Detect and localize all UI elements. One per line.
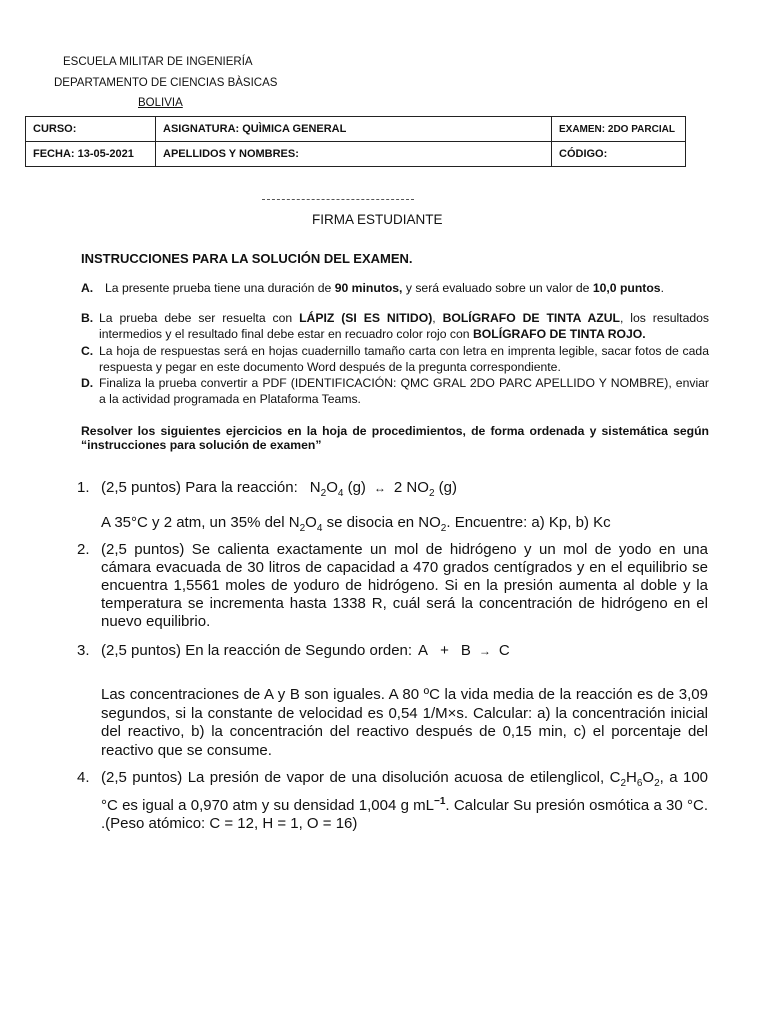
item-text: Finaliza la prueba convertir a PDF (IDENTIFICACIÓN: QMC GRAL 2DO PARC APELLIDO Y NOMBRE), enviar a la actividad programada en Plataforma Teams. — [99, 376, 709, 406]
question-number: 4. — [77, 769, 90, 786]
country-name: BOLIVIA — [138, 97, 183, 109]
table-row — [26, 142, 686, 167]
question-2 — [77, 541, 708, 631]
item-text: La prueba debe ser resuelta con LÁPIZ (SI ES NITIDO), BOLÍGRAFO DE TINTA AZUL, los resultados intermedios y el resultado final debe estar en recuadro color rojo con BOLÍGRAFO DE TINTA ROJO. — [99, 311, 709, 341]
school-name: ESCUELA MILITAR DE INGENIERÍA — [63, 56, 253, 68]
instruction-item-b — [81, 311, 709, 342]
resolve-instruction: Resolver los siguientes ejercicios en la hoja de procedimientos, de forma ordenada y sistemática según “instrucciones para solución de examen” — [81, 424, 709, 452]
signature-label: FIRMA ESTUDIANTE — [312, 212, 443, 227]
reaction-formula: $N_2O_4$ (g) ↔ 2 $NO_2$ (g) — [309, 479, 457, 499]
course-cell: CURSO: — [26, 117, 156, 142]
question-text: (2,5 puntos) Para la reacción: $N_2O_4$ (g) ↔ 2 $NO_2$ (g) — [101, 479, 457, 499]
question-1-detail: A 35°C y 2 atm, un 35% del $N_2O_4$ se disocia en $NO_2$. Encuentre: a) Kp, b) Kc — [101, 514, 611, 534]
item-text: La presente prueba tiene una duración de 90 minutos, y será evaluado sobre un valor de 10,0 puntos. — [105, 281, 664, 295]
instruction-item-d — [81, 376, 709, 407]
exam-info-table — [25, 116, 686, 167]
item-letter: C. — [81, 344, 94, 358]
department-name: DEPARTAMENTO DE CIENCIAS BÀSICAS — [54, 77, 278, 89]
item-letter: B. — [81, 311, 94, 325]
code-cell: CÓDIGO: — [552, 142, 686, 167]
question-number: 1. — [77, 479, 90, 496]
question-text: (2,5 puntos) En la reacción de Segundo orden: A + B → C — [101, 642, 510, 659]
item-letter: D. — [81, 376, 94, 390]
instruction-item-a — [81, 281, 709, 297]
question-3-detail: Las concentraciones de A y B son iguales. A 80 ºC la vida media de la reacción es de 3,09 segundos, si la constante de velocidad es 0,54 1/M×s. Calcular: a) la concentración inicial del reactivo, b) la concentración del reactivo después de 0,15 min, c) el porcentaje del reactivo que se consume. — [101, 686, 708, 759]
equilibrium-arrow: ↔ — [373, 481, 386, 495]
instructions-title: INSTRUCCIONES PARA LA SOLUCIÓN DEL EXAMEN. — [81, 251, 413, 266]
item-text: La hoja de respuestas será en hojas cuadernillo tamaño carta con letra en imprenta legible, sacar fotos de cada respuesta y pegar en este documento Word después de la pregunta correspondiente. — [99, 344, 709, 374]
subject-cell: ASIGNATURA: QUÌMICA GENERAL — [156, 117, 552, 142]
question-1 — [77, 479, 708, 503]
student-name-cell: APELLIDOS Y NOMBRES: — [156, 142, 552, 167]
date-cell: FECHA: 13-05-2021 — [26, 142, 156, 167]
question-text: (2,5 puntos) La presión de vapor de una disolución acuosa de etilenglicol, $C_2H_6O_2$, a 100 °C es igual a 0,970 atm y su densidad 1,004 g $mL^{-1}$. Calcular Su presión osmótica a 30 °C. .(Peso atómico: C = 12, H = 1, O = 16) — [101, 769, 709, 832]
question-text: (2,5 puntos) Se calienta exactamente un mol de hidrógeno y un mol de yodo en una cámara evacuada de 30 litros de capacidad a 470 grados centígrados y en el equilibrio se encuentra 1,5561 moles de yoduro de hidrógeno. Si en la presión aumenta al doble y la temperatura se incrementa hasta 1338 R, cuál será la concentración de hidrógeno en el nuevo equilibrio. — [101, 541, 708, 630]
reaction-arrow: → — [478, 644, 491, 658]
signature-line — [262, 199, 414, 200]
question-3 — [77, 642, 708, 660]
instruction-item-c — [81, 344, 709, 375]
exam-cell: EXAMEN: 2DO PARCIAL — [552, 117, 686, 142]
item-letter: A. — [81, 281, 94, 295]
question-number: 2. — [77, 541, 90, 558]
question-4 — [77, 769, 708, 833]
table-row — [26, 117, 686, 142]
question-number: 3. — [77, 642, 90, 659]
